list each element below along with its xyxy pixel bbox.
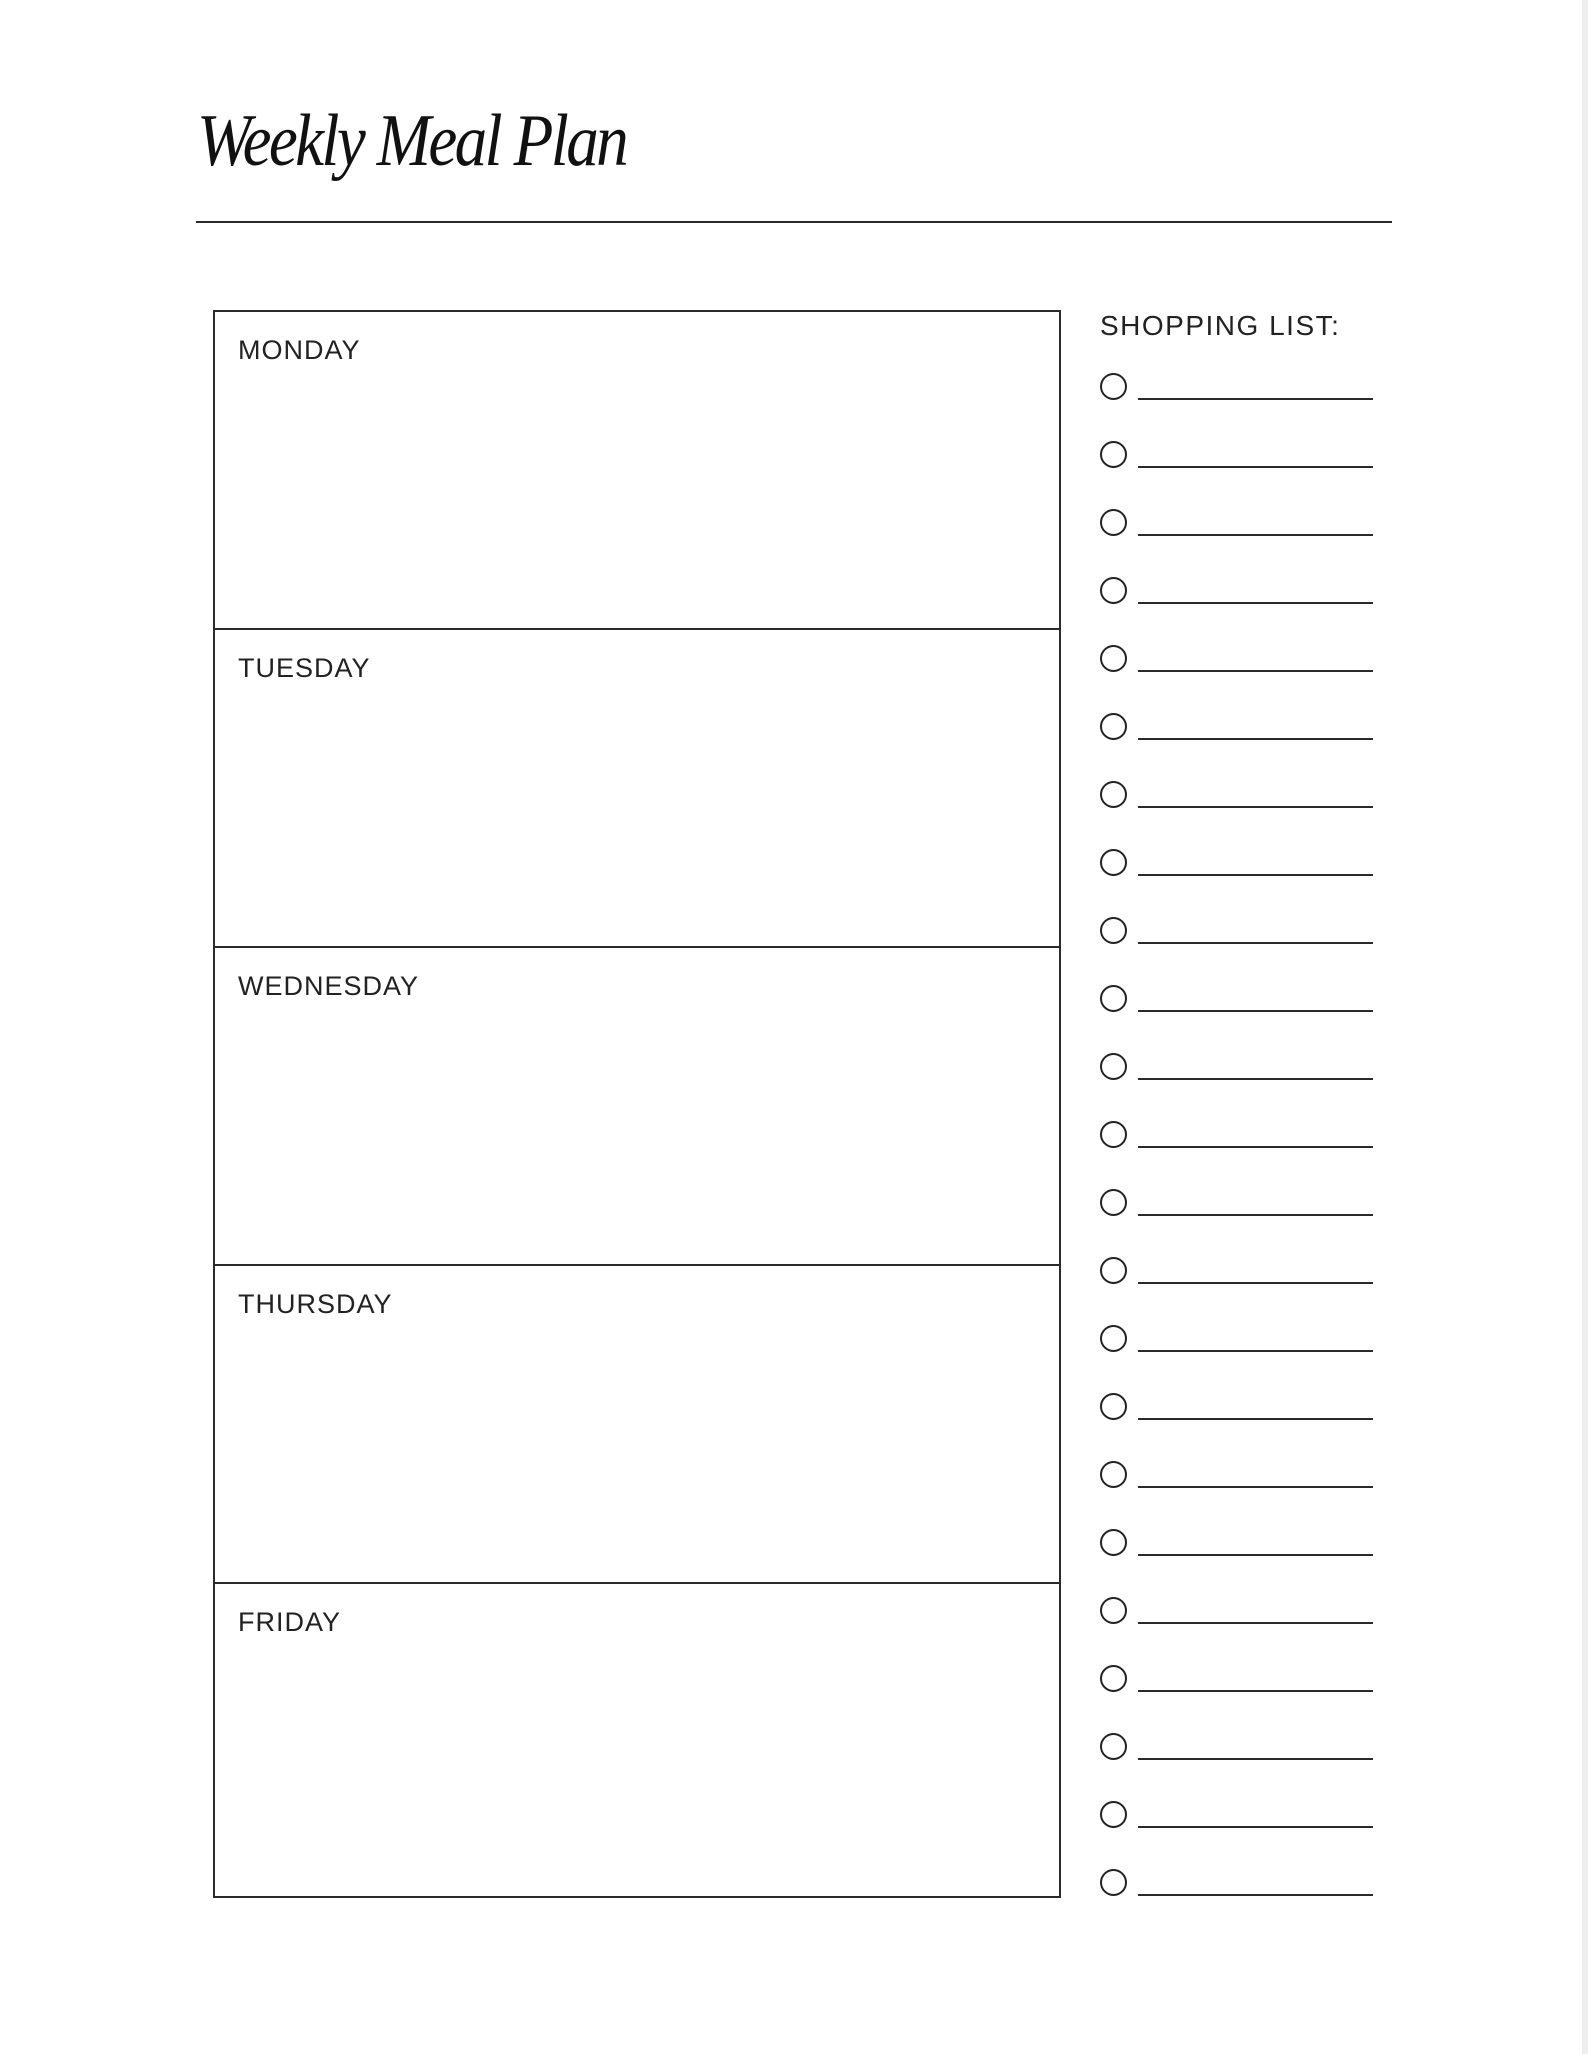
item-write-line[interactable] [1138, 1894, 1373, 1896]
checkbox-circle-icon[interactable] [1100, 1461, 1127, 1488]
shopping-list-item [1100, 781, 1375, 849]
day-notes-area[interactable] [215, 1336, 1059, 1582]
shopping-list-item [1100, 1189, 1375, 1257]
checkbox-circle-icon[interactable] [1100, 1869, 1127, 1896]
checkbox-circle-icon[interactable] [1100, 645, 1127, 672]
day-label: MONDAY [238, 335, 361, 365]
shopping-list-item [1100, 917, 1375, 985]
shopping-list-item [1100, 849, 1375, 917]
item-write-line[interactable] [1138, 1010, 1373, 1012]
shopping-list-item [1100, 1529, 1375, 1597]
shopping-list-item [1100, 1461, 1375, 1529]
checkbox-circle-icon[interactable] [1100, 373, 1127, 400]
checkbox-circle-icon[interactable] [1100, 509, 1127, 536]
item-write-line[interactable] [1138, 602, 1373, 604]
checkbox-circle-icon[interactable] [1100, 1665, 1127, 1692]
item-write-line[interactable] [1138, 1418, 1373, 1420]
title-divider [196, 221, 1392, 223]
shopping-list-item [1100, 509, 1375, 577]
checkbox-circle-icon[interactable] [1100, 1053, 1127, 1080]
days-table [213, 310, 1061, 1898]
shopping-list-item [1100, 373, 1375, 441]
item-write-line[interactable] [1138, 1078, 1373, 1080]
shopping-list-item [1100, 645, 1375, 713]
day-row-thursday [215, 1266, 1059, 1584]
shopping-list-item [1100, 1801, 1375, 1869]
day-label: TUESDAY [238, 653, 371, 683]
day-label: FRIDAY [238, 1607, 342, 1637]
item-write-line[interactable] [1138, 1554, 1373, 1556]
checkbox-circle-icon[interactable] [1100, 1325, 1127, 1352]
item-write-line[interactable] [1138, 942, 1373, 944]
shopping-list [1100, 310, 1390, 352]
page-edge [1582, 0, 1588, 2054]
item-write-line[interactable] [1138, 670, 1373, 672]
checkbox-circle-icon[interactable] [1100, 1393, 1127, 1420]
checkbox-circle-icon[interactable] [1100, 1597, 1127, 1624]
item-write-line[interactable] [1138, 806, 1373, 808]
item-write-line[interactable] [1138, 1690, 1373, 1692]
item-write-line[interactable] [1138, 1214, 1373, 1216]
shopping-list-item [1100, 1325, 1375, 1393]
item-write-line[interactable] [1138, 874, 1373, 876]
checkbox-circle-icon[interactable] [1100, 1733, 1127, 1760]
checkbox-circle-icon[interactable] [1100, 985, 1127, 1012]
item-write-line[interactable] [1138, 1486, 1373, 1488]
checkbox-circle-icon[interactable] [1100, 1121, 1127, 1148]
checkbox-circle-icon[interactable] [1100, 1189, 1127, 1216]
item-write-line[interactable] [1138, 534, 1373, 536]
shopping-list-item [1100, 441, 1375, 509]
checkbox-circle-icon[interactable] [1100, 917, 1127, 944]
checkbox-circle-icon[interactable] [1100, 1801, 1127, 1828]
shopping-list-items [1100, 373, 1375, 1937]
shopping-list-item [1100, 1393, 1375, 1461]
item-write-line[interactable] [1138, 1282, 1373, 1284]
day-label: THURSDAY [238, 1289, 393, 1319]
page-title: Weekly Meal Plan [197, 100, 627, 182]
day-row-wednesday [215, 948, 1059, 1266]
shopping-list-item [1100, 985, 1375, 1053]
shopping-list-item [1100, 1665, 1375, 1733]
day-row-monday [215, 312, 1059, 630]
item-write-line[interactable] [1138, 466, 1373, 468]
shopping-list-item [1100, 1257, 1375, 1325]
item-write-line[interactable] [1138, 1350, 1373, 1352]
day-notes-area[interactable] [215, 1654, 1059, 1900]
checkbox-circle-icon[interactable] [1100, 1257, 1127, 1284]
day-notes-area[interactable] [215, 700, 1059, 946]
shopping-list-item [1100, 1733, 1375, 1801]
item-write-line[interactable] [1138, 398, 1373, 400]
item-write-line[interactable] [1138, 738, 1373, 740]
checkbox-circle-icon[interactable] [1100, 849, 1127, 876]
day-row-friday [215, 1584, 1059, 1900]
shopping-list-item [1100, 1869, 1375, 1937]
item-write-line[interactable] [1138, 1758, 1373, 1760]
day-label: WEDNESDAY [238, 971, 420, 1001]
day-notes-area[interactable] [215, 382, 1059, 628]
item-write-line[interactable] [1138, 1146, 1373, 1148]
shopping-list-item [1100, 713, 1375, 781]
shopping-list-title: SHOPPING LIST: [1100, 310, 1341, 341]
checkbox-circle-icon[interactable] [1100, 781, 1127, 808]
day-row-tuesday [215, 630, 1059, 948]
item-write-line[interactable] [1138, 1622, 1373, 1624]
checkbox-circle-icon[interactable] [1100, 577, 1127, 604]
checkbox-circle-icon[interactable] [1100, 713, 1127, 740]
day-notes-area[interactable] [215, 1018, 1059, 1264]
item-write-line[interactable] [1138, 1826, 1373, 1828]
shopping-list-item [1100, 1121, 1375, 1189]
shopping-list-item [1100, 1053, 1375, 1121]
checkbox-circle-icon[interactable] [1100, 1529, 1127, 1556]
checkbox-circle-icon[interactable] [1100, 441, 1127, 468]
shopping-list-item [1100, 577, 1375, 645]
shopping-list-item [1100, 1597, 1375, 1665]
